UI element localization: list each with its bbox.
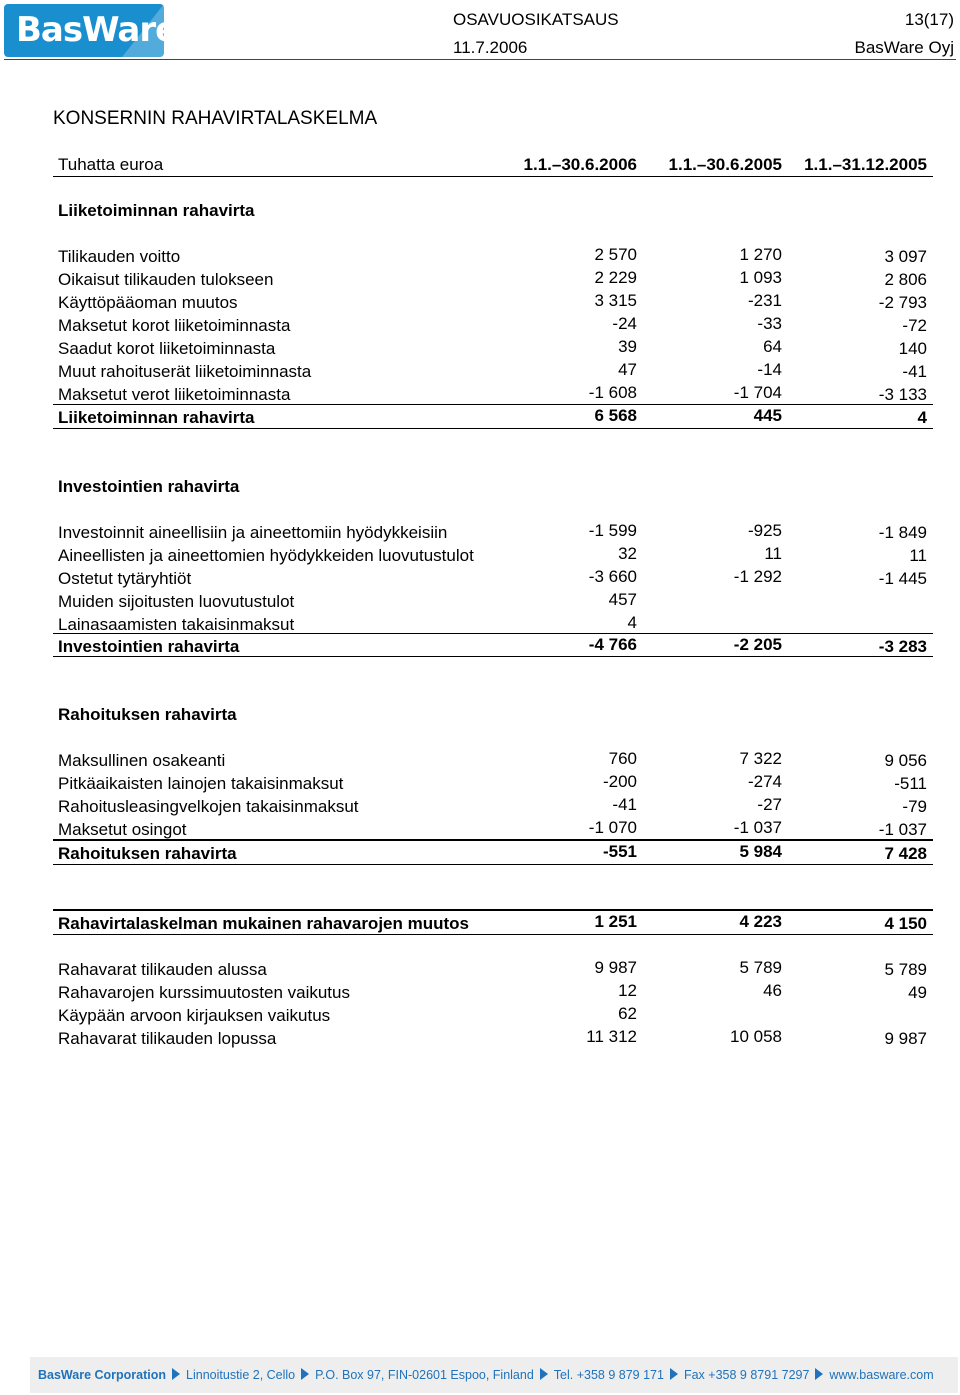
net-change-bottom-rule: [53, 934, 933, 935]
value-fy-2005: -1 037: [878, 820, 927, 839]
value-h1-2006: 32: [618, 544, 637, 563]
footer-fax: Fax +358 9 8791 7297: [683, 1368, 810, 1382]
value-fy-2005: -3 133: [878, 385, 927, 404]
row-label: Maksetut korot liiketoiminnasta: [58, 316, 291, 335]
value-fy-2005: 49: [908, 983, 927, 1002]
value-h1-2006: 62: [618, 1004, 637, 1023]
header-underline: [53, 176, 933, 177]
value-h1-2005: -33: [757, 314, 782, 333]
financing-total-bottom-rule: [53, 864, 933, 865]
value-h1-2006: 760: [608, 749, 637, 768]
operating-total-bottom-rule: [53, 428, 933, 429]
table-row: [53, 818, 933, 841]
page-number: 13(17): [904, 10, 954, 29]
value-h1-2006: 4: [627, 613, 637, 632]
row-label: Saadut korot liiketoiminnasta: [58, 339, 276, 358]
investing-total-row: [53, 635, 933, 658]
financing-total-row: [53, 842, 933, 865]
value-fy-2005: -1 849: [878, 523, 927, 542]
row-label: Rahavarojen kurssimuutosten vaikutus: [58, 983, 350, 1002]
value-h1-2005: 445: [753, 406, 782, 425]
table-row: [53, 521, 933, 544]
footer-website[interactable]: www.basware.com: [829, 1368, 934, 1382]
row-label: Maksetut osingot: [58, 820, 187, 839]
row-label: Aineellisten ja aineettomien hyödykkeiden luovutustulot: [58, 546, 474, 565]
value-h1-2006: -1 070: [588, 818, 637, 837]
value-h1-2005: 1 270: [739, 245, 782, 264]
value-h1-2006: 1 251: [594, 912, 637, 931]
logo-text: BasWare: [16, 10, 178, 50]
row-label: Käyttöpääoman muutos: [58, 293, 238, 312]
value-h1-2005: 7 322: [739, 749, 782, 768]
row-label: Pitkäaikaisten lainojen takaisinmaksut: [58, 774, 344, 793]
value-fy-2005: -41: [902, 362, 927, 381]
table-row: [53, 981, 933, 1004]
footer-contact-line: [38, 1368, 934, 1382]
page-footer: [30, 1357, 958, 1393]
value-fy-2005: 4: [917, 408, 927, 427]
table-row: [53, 567, 933, 590]
value-h1-2005: -274: [747, 772, 782, 791]
table-row: [53, 544, 933, 567]
value-fy-2005: -511: [894, 774, 927, 793]
value-h1-2006: -24: [612, 314, 637, 333]
value-h1-2005: -2 205: [733, 635, 782, 654]
column-header-h1-2006: 1.1.–30.6.2006: [523, 155, 637, 174]
value-fy-2005: 9 987: [884, 1029, 927, 1048]
table-row: [53, 590, 933, 613]
operating-total-top-rule: [53, 404, 933, 405]
table-row: [53, 360, 933, 383]
section-title-investing: Investointien rahavirta: [58, 477, 240, 496]
value-h1-2006: -1 599: [588, 521, 637, 540]
row-label: Investoinnit aineellisiin ja aineettomiin hyödykkeisiin: [58, 523, 448, 542]
value-fy-2005: 11: [909, 546, 927, 565]
row-label: Maksetut verot liiketoiminnasta: [58, 385, 291, 404]
table-row: [53, 749, 933, 772]
value-h1-2006: 3 315: [594, 291, 637, 310]
row-label: Rahoituksen rahavirta: [58, 844, 237, 863]
row-label: Rahavirtalaskelman mukainen rahavarojen muutos: [58, 914, 469, 933]
value-h1-2006: 2 570: [594, 245, 637, 264]
value-h1-2006: 11 312: [586, 1027, 637, 1046]
value-fy-2005: 7 428: [884, 844, 927, 863]
arrow-right-icon: [301, 1368, 309, 1380]
value-h1-2005: -1 037: [733, 818, 782, 837]
value-fy-2005: 5 789: [884, 960, 927, 979]
column-header-fy-2005: 1.1.–31.12.2005: [804, 155, 927, 174]
arrow-right-icon: [670, 1368, 678, 1380]
document-date: 11.7.2006: [453, 38, 528, 57]
arrow-right-icon: [172, 1368, 180, 1380]
value-h1-2005: 10 058: [730, 1027, 782, 1046]
table-row: [53, 291, 933, 314]
value-h1-2005: -14: [757, 360, 782, 379]
value-fy-2005: 2 806: [884, 270, 927, 289]
value-fy-2005: 9 056: [884, 751, 927, 770]
value-h1-2006: 47: [618, 360, 637, 379]
table-row: [53, 795, 933, 818]
value-h1-2005: 4 223: [739, 912, 782, 931]
company-name: BasWare Oyj: [854, 38, 954, 57]
row-label: Muiden sijoitusten luovutustulot: [58, 592, 295, 611]
operating-total-row: [53, 406, 933, 429]
row-label: Investointien rahavirta: [58, 637, 240, 656]
row-label: Rahoitusleasingvelkojen takaisinmaksut: [58, 797, 359, 816]
table-row: [53, 1004, 933, 1027]
value-h1-2005: 64: [763, 337, 782, 356]
value-h1-2005: 46: [763, 981, 782, 1000]
value-h1-2006: 9 987: [594, 958, 637, 977]
footer-corporation: BasWare Corporation: [38, 1368, 167, 1382]
footer-telephone: Tel. +358 9 879 171: [553, 1368, 664, 1382]
value-h1-2006: 2 229: [594, 268, 637, 287]
table-row: [53, 1027, 933, 1050]
value-h1-2006: 12: [618, 981, 637, 1000]
financing-total-top-rule: [53, 839, 933, 841]
row-label: Liiketoiminnan rahavirta: [58, 408, 255, 427]
row-label: Maksullinen osakeanti: [58, 751, 226, 770]
value-h1-2006: 39: [618, 337, 637, 356]
row-label: Tilikauden voitto: [58, 247, 181, 266]
column-header-h1-2005: 1.1.–30.6.2005: [668, 155, 782, 174]
table-row: [53, 958, 933, 981]
value-h1-2005: 1 093: [739, 268, 782, 287]
value-h1-2005: 5 789: [739, 958, 782, 977]
row-label: Lainasaamisten takaisinmaksut: [58, 615, 295, 634]
row-label: Rahavarat tilikauden alussa: [58, 960, 267, 979]
basware-logo: [4, 4, 178, 57]
row-label: Rahavarat tilikauden lopussa: [58, 1029, 277, 1048]
value-fy-2005: -3 283: [878, 637, 927, 656]
value-fy-2005: -79: [902, 797, 927, 816]
value-h1-2005: -1 292: [733, 567, 782, 586]
value-fy-2005: 4 150: [884, 914, 927, 933]
value-h1-2006: -3 660: [588, 567, 637, 586]
value-h1-2005: 5 984: [739, 842, 782, 861]
footer-pobox: P.O. Box 97, FIN-02601 Espoo, Finland: [315, 1368, 534, 1382]
value-h1-2005: -925: [747, 521, 782, 540]
table-row: [53, 772, 933, 795]
section-title-financing: Rahoituksen rahavirta: [58, 705, 237, 724]
investing-total-bottom-rule: [53, 656, 933, 657]
value-h1-2005: -27: [757, 795, 782, 814]
net-change-row: [53, 912, 933, 935]
section-title-operating: Liiketoiminnan rahavirta: [58, 201, 255, 220]
value-h1-2006: -200: [602, 772, 637, 791]
arrow-right-icon: [815, 1368, 823, 1380]
value-fy-2005: 3 097: [884, 247, 927, 266]
investing-total-top-rule: [53, 633, 933, 634]
unit-label: Tuhatta euroa: [58, 155, 164, 174]
table-row: [53, 314, 933, 337]
row-label: Muut rahoituserät liiketoiminnasta: [58, 362, 312, 381]
value-h1-2006: -551: [602, 842, 637, 861]
net-change-top-rule: [53, 909, 933, 911]
value-h1-2006: -1 608: [588, 383, 637, 402]
table-row: [53, 337, 933, 360]
row-label: Käypään arvoon kirjauksen vaikutus: [58, 1006, 331, 1025]
row-label: Ostetut tytäryhtiöt: [58, 569, 192, 588]
footer-address: Linnoitustie 2, Cello: [186, 1368, 296, 1382]
table-row: [53, 383, 933, 406]
document-type: OSAVUOSIKATSAUS: [453, 10, 619, 29]
page-title: KONSERNIN RAHAVIRTALASKELMA: [53, 108, 378, 129]
table-row: [53, 268, 933, 291]
value-fy-2005: -2 793: [878, 293, 927, 312]
value-h1-2006: -4 766: [588, 635, 637, 654]
value-h1-2005: -1 704: [733, 383, 782, 402]
value-fy-2005: -1 445: [878, 569, 927, 588]
value-h1-2005: 11: [764, 544, 782, 563]
arrow-right-icon: [540, 1368, 548, 1380]
value-h1-2006: -41: [612, 795, 637, 814]
value-h1-2006: 457: [608, 590, 637, 609]
value-h1-2005: -231: [747, 291, 782, 310]
table-row: [53, 245, 933, 268]
value-h1-2006: 6 568: [594, 406, 637, 425]
header-rule: [4, 59, 956, 60]
value-fy-2005: -72: [902, 316, 927, 335]
row-label: Oikaisut tilikauden tulokseen: [58, 270, 274, 289]
value-fy-2005: 140: [898, 339, 927, 358]
